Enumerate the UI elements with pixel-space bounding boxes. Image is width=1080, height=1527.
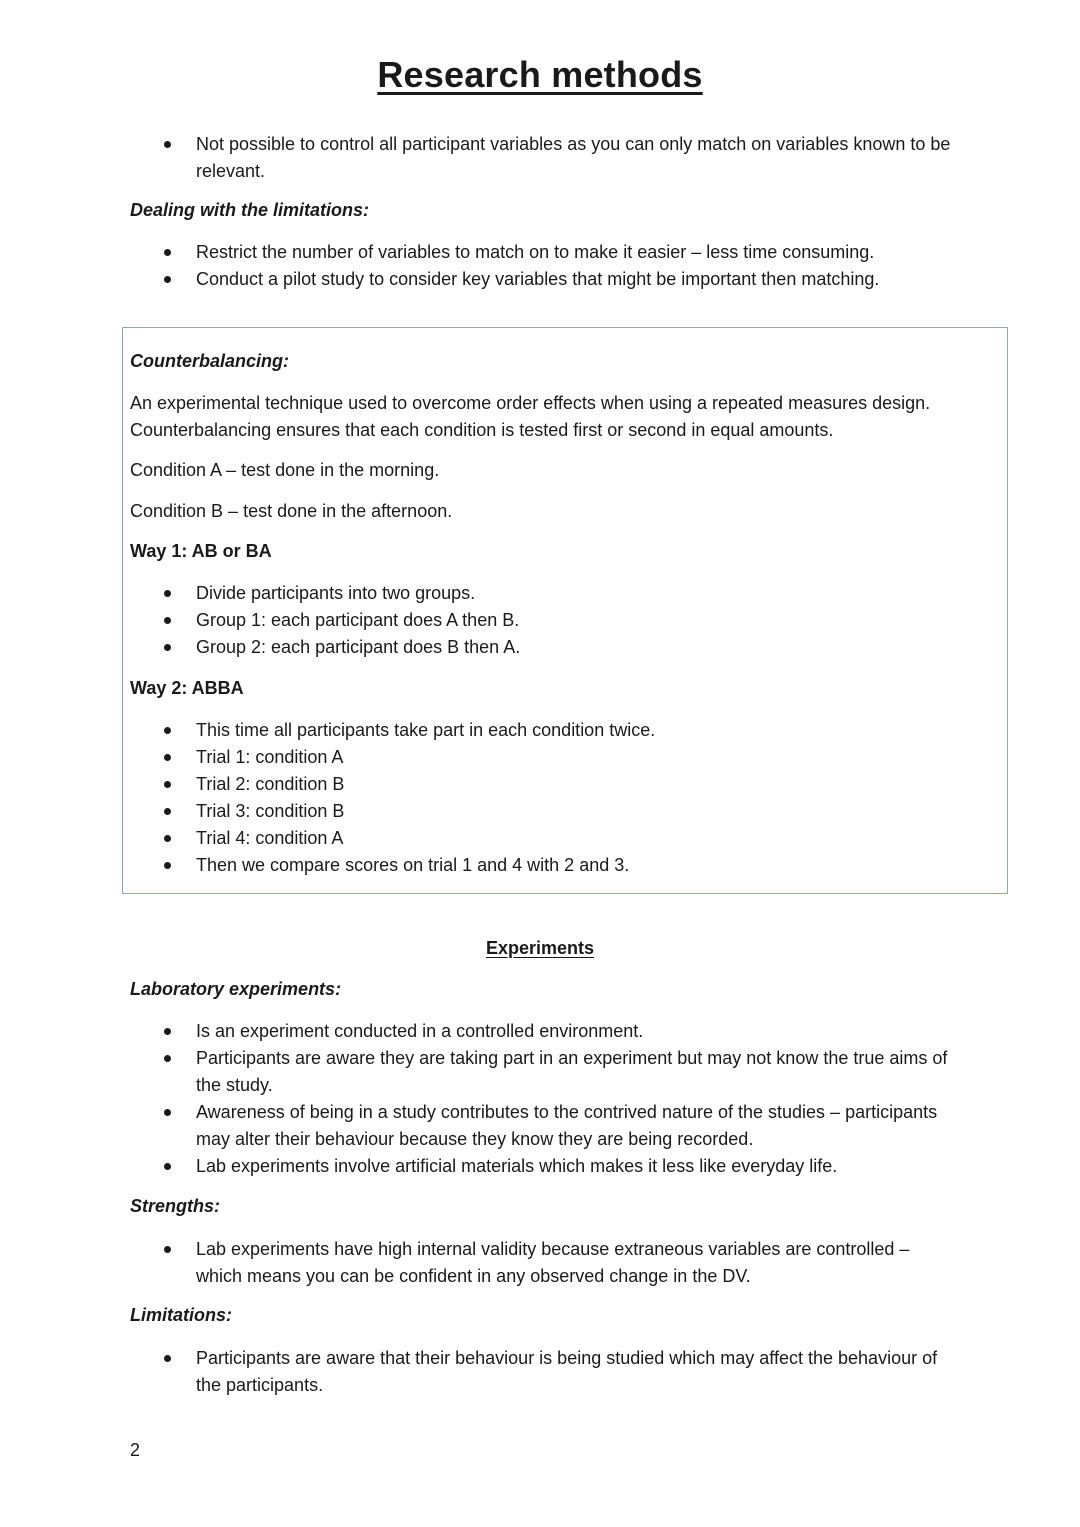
list-item: Lab experiments have high internal validity because extraneous variables are controlled – which means you can be confident in any observed change in the DV. bbox=[130, 1236, 960, 1290]
list-item: Lab experiments involve artificial materials which makes it less like everyday life. bbox=[130, 1153, 960, 1180]
experiments-title: Experiments bbox=[485, 938, 595, 958]
list-item: This time all participants take part in each condition twice. bbox=[130, 717, 960, 744]
list-item: Group 1: each participant does A then B. bbox=[130, 607, 960, 634]
list-item: Trial 2: condition B bbox=[130, 771, 960, 798]
limitations-bullet-list bbox=[130, 1345, 960, 1399]
way2-bullet-list bbox=[130, 717, 960, 879]
list-item: Then we compare scores on trial 1 and 4 with 2 and 3. bbox=[130, 852, 960, 879]
strengths-bullet-list bbox=[130, 1236, 960, 1290]
counterbalancing-heading: Counterbalancing: bbox=[130, 351, 290, 371]
intro-bullet-list bbox=[130, 131, 960, 185]
condition-b-text: Condition B – test done in the afternoon. bbox=[130, 501, 453, 521]
list-item: Participants are aware they are taking part in an experiment but may not know the true aims of the study. bbox=[130, 1045, 960, 1099]
lab-experiments-heading: Laboratory experiments: bbox=[130, 979, 342, 999]
list-item: Restrict the number of variables to match on to make it easier – less time consuming. bbox=[130, 239, 960, 266]
way1-heading: Way 1: AB or BA bbox=[130, 541, 272, 561]
page-number: 2 bbox=[130, 1440, 141, 1460]
list-item: Trial 4: condition A bbox=[130, 825, 960, 852]
list-item: Is an experiment conducted in a controlled environment. bbox=[130, 1018, 960, 1045]
way1-bullet-list bbox=[130, 580, 960, 661]
way2-heading: Way 2: ABBA bbox=[130, 678, 244, 698]
lab-experiments-bullet-list bbox=[130, 1018, 960, 1180]
list-item: Not possible to control all participant variables as you can only match on variables known to be relevant. bbox=[130, 131, 960, 185]
list-item: Group 2: each participant does B then A. bbox=[130, 634, 960, 661]
list-item: Awareness of being in a study contributes to the contrived nature of the studies – participants may alter their behaviour because they know they are being recorded. bbox=[130, 1099, 960, 1153]
page-title: Research methods bbox=[377, 54, 703, 95]
list-item: Divide participants into two groups. bbox=[130, 580, 960, 607]
list-item: Trial 1: condition A bbox=[130, 744, 960, 771]
dealing-bullet-list bbox=[130, 239, 960, 293]
limitations-heading: Limitations: bbox=[130, 1305, 232, 1325]
list-item: Trial 3: condition B bbox=[130, 798, 960, 825]
list-item: Participants are aware that their behaviour is being studied which may affect the behaviour of the participants. bbox=[130, 1345, 960, 1399]
strengths-heading: Strengths: bbox=[130, 1196, 220, 1216]
counterbalancing-definition: An experimental technique used to overcome order effects when using a repeated measures design. Counterbalancing ensures that each condition is tested first or second in equal amounts. bbox=[130, 393, 931, 440]
dealing-heading: Dealing with the limitations: bbox=[130, 200, 370, 220]
condition-a-text: Condition A – test done in the morning. bbox=[130, 460, 440, 480]
list-item: Conduct a pilot study to consider key variables that might be important then matching. bbox=[130, 266, 960, 293]
